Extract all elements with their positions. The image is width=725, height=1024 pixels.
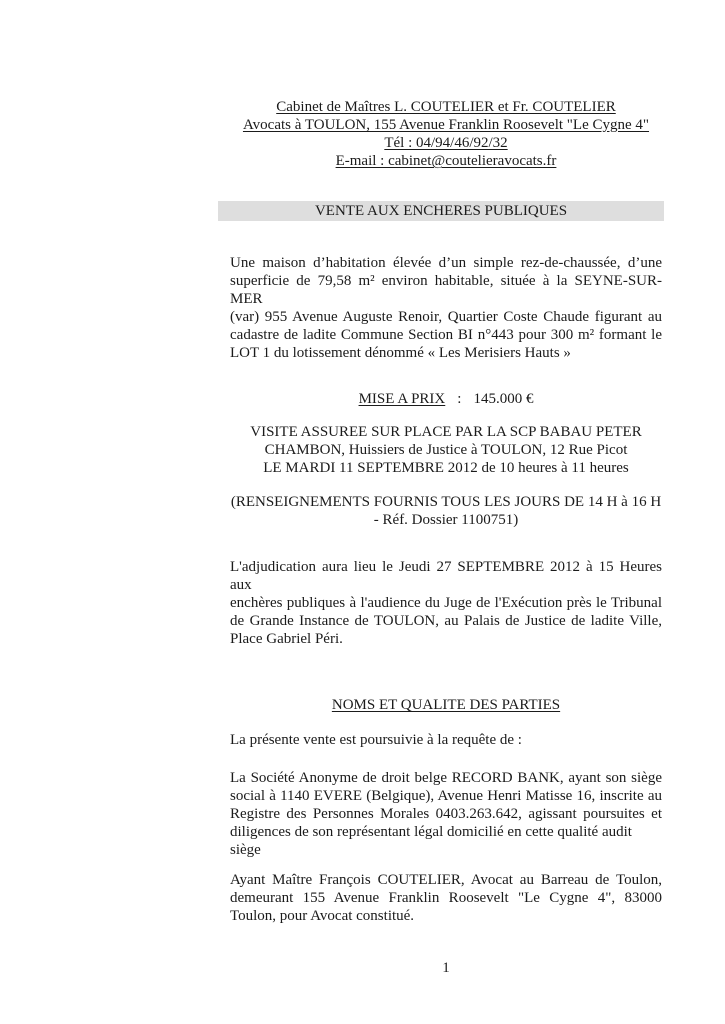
firm-address: Avocats à TOULON, 155 Avenue Franklin Roosevelt "Le Cygne 4" [242, 117, 650, 133]
creditor-paragraph [230, 769, 662, 859]
property-line: cadastre de ladite Commune Section BI n°443 pour 300 m² formant le [230, 327, 662, 343]
creditor-line: La Société Anonyme de droit belge RECORD BANK, ayant son siège [230, 770, 662, 786]
adjudication-line: Place Gabriel Péri. [230, 631, 343, 647]
property-line: (var) 955 Avenue Auguste Renoir, Quartier Coste Chaude figurant au [230, 309, 662, 325]
adjudication-line: de Grande Instance de TOULON, au Palais de Justice de ladite Ville, [230, 613, 662, 629]
firm-phone: Tél : 04/94/46/92/32 [384, 135, 508, 151]
parties-heading-text: NOMS ET QUALITE DES PARTIES [331, 697, 561, 713]
avocat-paragraph [230, 871, 662, 925]
page-number: 1 [442, 960, 450, 976]
avocat-line: Ayant Maître François COUTELIER, Avocat au Barreau de Toulon, [230, 872, 662, 888]
property-line: superficie de 79,58 m² environ habitable, située à la SEYNE-SUR-MER [230, 273, 662, 307]
renseignements-line: - Réf. Dossier 1100751) [373, 512, 519, 528]
adjudication-line: L'adjudication aura lieu le Jeudi 27 SEPTEMBRE 2012 à 15 Heures aux [230, 559, 662, 593]
visite-line: VISITE ASSUREE SUR PLACE PAR LA SCP BABAU PETER [250, 424, 642, 440]
parties-heading [230, 696, 662, 714]
firm-email: E-mail : cabinet@coutelieravocats.fr [335, 153, 557, 169]
avocat-line: Toulon, pour Avocat constitué. [230, 908, 415, 924]
adjudication-paragraph [230, 558, 662, 648]
mise-a-prix-separator: : [457, 391, 462, 407]
mise-a-prix-line [230, 390, 662, 408]
property-description [230, 254, 662, 362]
creditor-line: diligences de son représentant légal domicilié en cette qualité audit siège [230, 824, 632, 858]
firm-name: Cabinet de Maîtres L. COUTELIER et Fr. COUTELIER [276, 99, 616, 115]
auction-title-banner: VENTE AUX ENCHERES PUBLIQUES [218, 201, 664, 221]
visite-line: CHAMBON, Huissiers de Justice à TOULON, 12 Rue Picot [264, 442, 628, 458]
creditor-line: social à 1140 EVERE (Belgique), Avenue Henri Matisse 16, inscrite au [230, 788, 662, 804]
mise-a-prix-label: MISE A PRIX [358, 391, 446, 407]
adjudication-line: enchères publiques à l'audience du Juge de l'Exécution près le Tribunal [230, 595, 662, 611]
creditor-line: Registre des Personnes Morales 0403.263.642, agissant poursuites et [230, 806, 662, 822]
document-body [230, 0, 662, 925]
renseignements-line: (RENSEIGNEMENTS FOURNIS TOUS LES JOURS DE 14 H à 16 H [230, 494, 662, 510]
renseignements-block [230, 493, 662, 529]
mise-a-prix-value: 145.000 € [473, 391, 534, 407]
requete-line: La présente vente est poursuivie à la requête de : [230, 732, 522, 748]
property-line: Une maison d’habitation élevée d’un simple rez-de-chaussée, d’une [230, 255, 662, 271]
letterhead [230, 98, 662, 170]
avocat-line: demeurant 155 Avenue Franklin Roosevelt "Le Cygne 4", 83000 [230, 890, 662, 906]
visite-block [230, 423, 662, 477]
visite-line: LE MARDI 11 SEPTEMBRE 2012 de 10 heures à 11 heures [263, 460, 629, 476]
property-line: LOT 1 du lotissement dénommé « Les Merisiers Hauts » [230, 345, 571, 361]
